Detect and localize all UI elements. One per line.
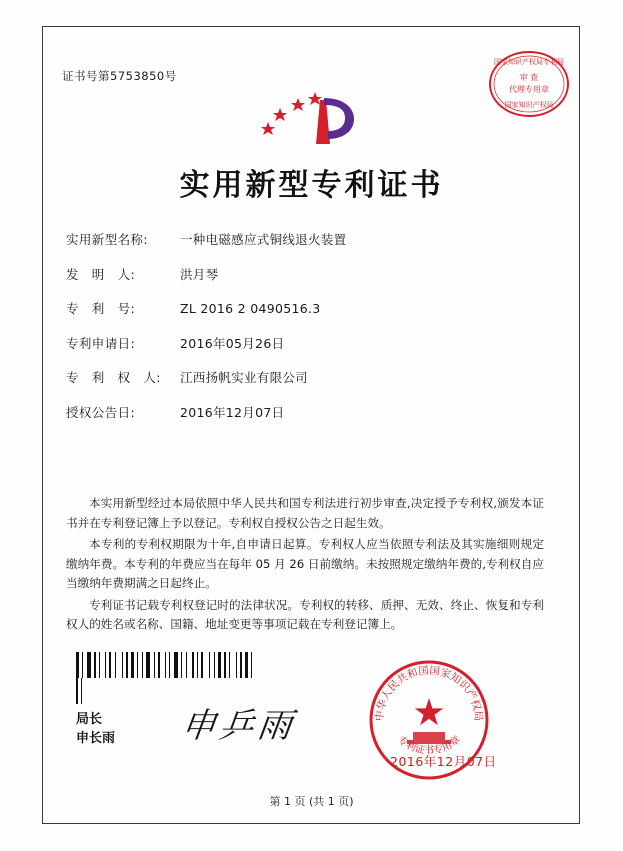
page-footer: 第 1 页 (共 1 页) <box>269 795 354 808</box>
svg-text:专利证书专用章: 专利证书专用章 <box>395 734 463 757</box>
field-label: 专 利 号: <box>66 301 136 316</box>
field-label: 实用新型名称: <box>66 232 149 247</box>
legal-paragraph-3: 专利证书记载专利权登记时的法律状况。专利权的转移、质押、无效、终止、恢复和专利权人的姓名或名称、国籍、地址变更等事项记载在专利登记簿上。 <box>66 597 544 631</box>
field-row-patent-number <box>66 301 546 317</box>
field-label: 发 明 人: <box>66 266 136 282</box>
director-title: 局长 <box>76 712 103 727</box>
field-value: 一种电磁感应式铜线退火装置 <box>179 232 347 247</box>
field-value: 2016年12月07日 <box>179 404 285 420</box>
field-row-inventor <box>66 267 546 283</box>
field-row-invention-name <box>66 232 546 248</box>
director-name: 申长雨 <box>76 731 116 746</box>
field-value: 江西扬帆实业有限公司 <box>179 370 308 385</box>
svg-text:国家知识产权局专利局: 国家知识产权局专利局 <box>494 58 564 66</box>
signature-block <box>76 710 115 748</box>
field-row-patentee <box>66 370 546 386</box>
field-value: 2016年05月26日 <box>179 335 285 351</box>
legal-paragraph-2: 本专利的专利权期限为十年,自申请日起算。专利权人应当依照专利法及其实施细则规定缴纳年费。本专利的年费应当在每年 05 月 26 日前缴纳。未按照规定缴纳年费的,专利权自应当缴纳年费期满之日起终止。 <box>66 537 544 590</box>
field-label: 专 利 权 人: <box>66 370 161 385</box>
field-row-application-date <box>66 336 546 352</box>
field-label: 专利申请日: <box>66 335 136 351</box>
svg-text:中华人民共和国国家知识产权局: 中华人民共和国国家知识产权局 <box>373 664 485 722</box>
patent-office-logo-icon <box>258 82 364 148</box>
stamp-date: 2016年12月07日 <box>390 754 497 769</box>
field-row-grant-date <box>66 405 546 421</box>
certificate-number: 证书号第5753850号 <box>62 69 177 83</box>
svg-text:国家知识产权局: 国家知识产权局 <box>504 101 554 109</box>
legal-text-block <box>66 494 544 637</box>
field-value: 洪月琴 <box>179 266 219 282</box>
svg-text:审 查: 审 查 <box>519 73 539 82</box>
svg-text:代理专用章: 代理专用章 <box>509 85 549 94</box>
page-title: 实用新型专利证书 <box>179 168 444 203</box>
agency-stamp-top-right <box>487 42 571 126</box>
handwritten-signature: 申乒雨 <box>179 706 299 746</box>
field-list <box>66 232 546 439</box>
legal-paragraph-1: 本实用新型经过本局依照中华人民共和国专利法进行初步审查,决定授予专利权,颁发本证书并在专利登记簿上予以登记。专利权自授权公告之日起生效。 <box>66 496 544 530</box>
barcode <box>76 652 258 678</box>
field-label: 授权公告日: <box>66 404 136 420</box>
field-value: ZL 2016 2 0490516.3 <box>179 301 321 316</box>
